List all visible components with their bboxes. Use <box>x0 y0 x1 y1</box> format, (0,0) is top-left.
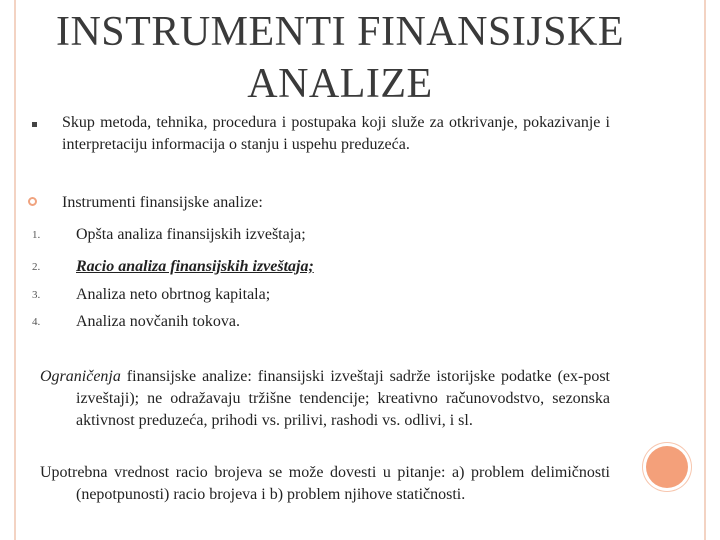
limitations-paragraph <box>40 366 610 432</box>
list-item: Analiza novčanih tokova. <box>76 313 240 330</box>
list-number: 3. <box>32 289 41 301</box>
list-item: Racio analiza finansijskih izveštaja; <box>76 258 314 275</box>
list-item: Opšta analiza finansijskih izveštaja; <box>76 226 306 243</box>
ring-bullet-icon <box>28 197 37 206</box>
limitations-text: finansijske analize: finansijski izveštaji sadrže istorijske podatke (ex-post izveštaji); ne odražavaju tržišne tendencije; kreativno računovodstvo, sezonska aktivnost preduzeća, prihodi vs. prilivi, rashodi vs. odlivi, i sl. <box>76 368 610 429</box>
list-number: 4. <box>32 316 41 328</box>
right-border <box>704 0 706 540</box>
decorative-circle-icon <box>646 446 688 488</box>
definition-paragraph: Skup metoda, tehnika, procedura i postupaka koji služe za otkrivanje, pokazivanje i interpretaciju informacija o stanju i uspehu preduzeća. <box>62 114 610 153</box>
slide-title: INSTRUMENTI FINANSIJSKE ANALIZE <box>55 9 625 107</box>
list-number: 2. <box>32 261 41 273</box>
list-item: Analiza neto obrtnog kapitala; <box>76 286 271 303</box>
instruments-heading: Instrumenti finansijske analize: <box>62 194 263 211</box>
list-number: 1. <box>32 229 41 241</box>
usefulness-paragraph: Upotrebna vrednost racio brojeva se može dovesti u pitanje: a) problem delimičnosti (nepotpunosti) racio brojeva i b) problem njihove statičnosti. <box>40 464 610 503</box>
left-border <box>14 0 16 540</box>
limitations-lead: Ograničenja <box>40 368 121 385</box>
square-bullet-icon <box>32 122 37 127</box>
